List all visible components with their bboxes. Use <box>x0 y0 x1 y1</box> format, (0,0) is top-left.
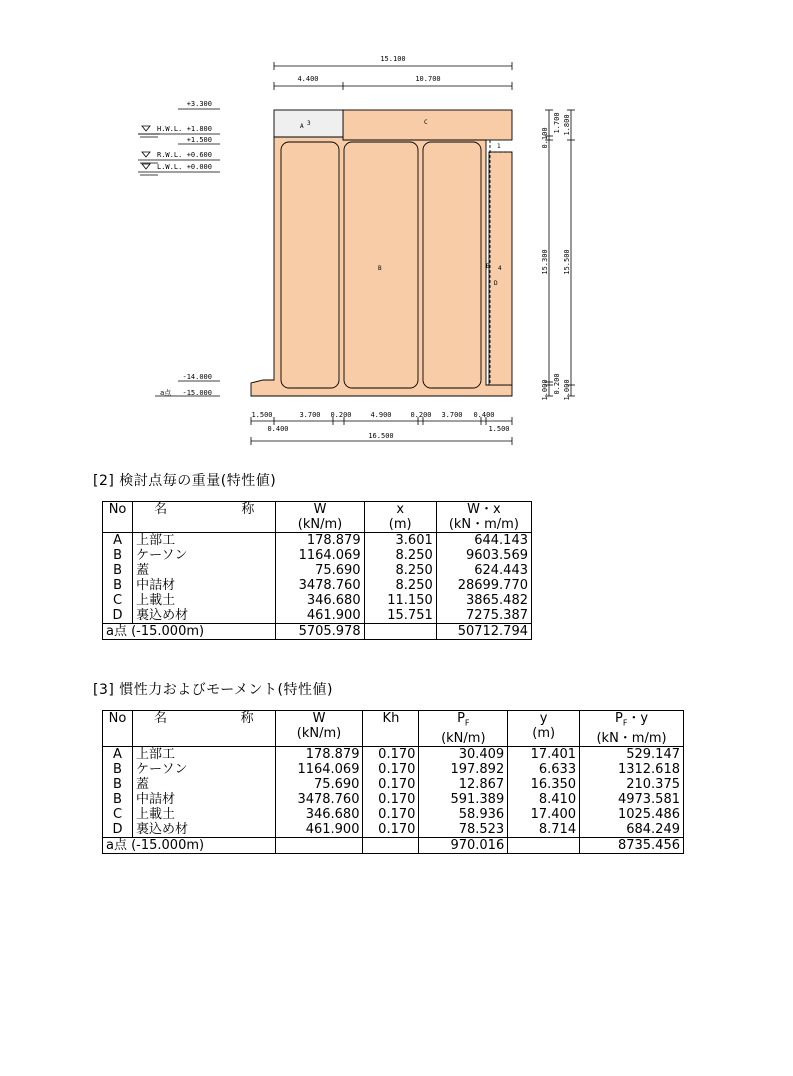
table-row: D 裏込め材 461.900 15.751 7275.387 <box>103 608 532 624</box>
section3-title: [3] 慣性力およびモーメント(特性値) <box>93 682 333 698</box>
dim-bottom-total: 16.500 <box>368 432 394 440</box>
col-name: 名 称 <box>133 502 276 533</box>
level-plus-3300: +3.300 <box>186 100 212 108</box>
cell-3 <box>423 142 481 388</box>
table-row: B 蓋 75.690 8.250 624.443 <box>103 563 532 578</box>
table-row: C 上載土 346.680 0.170 58.936 17.400 1025.486 <box>103 807 684 822</box>
col-w: W (kN/m) <box>276 502 364 533</box>
inertia-table <box>102 710 684 854</box>
table-row: B ケーソン 1164.069 0.170 197.892 6.633 1312.618 <box>103 762 684 777</box>
col-x: x (m) <box>364 502 436 533</box>
dim-bottom-3700a: 3.700 <box>299 411 321 419</box>
dim-bottom-left-0400: 0.400 <box>267 425 289 433</box>
table-total-row: a点 (-15.000m) 970.016 8735.456 <box>103 837 684 853</box>
level-lwl-label: L.W.L. <box>157 163 183 171</box>
table-row: A 上部工 178.879 0.170 30.409 17.401 529.147 <box>103 746 684 762</box>
table-row: B 中詰材 3478.760 0.170 591.389 8.410 4973.581 <box>103 792 684 807</box>
zone-label-c: C <box>424 119 428 126</box>
level-minus-14000: -14.000 <box>182 373 212 381</box>
weight-table <box>102 501 532 640</box>
level-hwl-value: +1.800 <box>186 125 212 133</box>
table-row: B 蓋 75.690 0.170 12.867 16.350 210.375 <box>103 777 684 792</box>
caisson-cross-section-drawing <box>0 0 793 450</box>
dim-bottom-0200b: 0.200 <box>410 411 432 419</box>
dim-bottom-3700b: 3.700 <box>441 411 463 419</box>
table-row: B 中詰材 3478.760 8.250 28699.770 <box>103 578 532 593</box>
zone-label-3: 3 <box>307 120 311 127</box>
zone-label-d: D <box>494 280 498 287</box>
col-no: No <box>103 502 133 533</box>
col-name: 名 称 <box>132 711 275 747</box>
dim-top-total: 15.100 <box>380 55 406 63</box>
level-plus-1500: +1.500 <box>186 136 212 144</box>
cell-1 <box>281 142 339 388</box>
level-lwl-value: +0.000 <box>186 163 212 171</box>
col-no: No <box>103 711 133 747</box>
section2-title: [2] 検討点毎の重量(特性値) <box>93 473 277 489</box>
level-hwl-label: H.W.L. <box>157 125 183 133</box>
level-point-a-value: -15.000 <box>182 389 212 397</box>
dim-bottom-4900: 4.900 <box>370 411 392 419</box>
table-row: B ケーソン 1164.069 8.250 9603.569 <box>103 548 532 563</box>
col-y: y (m) <box>508 711 580 747</box>
col-kh: Kh <box>363 711 419 747</box>
col-pfy: $P_F$・y (kN・m/m) <box>580 711 684 747</box>
dim-bottom-right-1500: 1.500 <box>488 425 510 433</box>
inertia-table-header <box>103 711 684 747</box>
table-row: D 裏込め材 461.900 0.170 78.523 8.714 684.249 <box>103 822 684 838</box>
dim-top-left: 4.400 <box>297 75 319 83</box>
zone-label-1: 1 <box>497 143 501 150</box>
level-rwl-value: +0.600 <box>186 151 212 159</box>
dim-bottom-0200a: 0.200 <box>330 411 352 419</box>
zone-label-4: 4 <box>498 265 502 272</box>
dim-right-outer-15500: 15.500 <box>563 249 571 275</box>
bottom-dimensions <box>251 417 512 445</box>
caisson-structure <box>251 110 512 396</box>
dim-right-inner-1700: 1.700 <box>553 112 561 134</box>
dim-right-inner-0200: 0.200 <box>553 373 561 395</box>
dim-bottom-0400: 0.400 <box>473 411 495 419</box>
col-w: W (kN/m) <box>275 711 363 747</box>
level-point-a-label: a点 <box>160 389 172 397</box>
zone-label-a: A <box>300 123 304 130</box>
zone-label-b-small: B <box>486 263 490 270</box>
dim-top-right: 10.700 <box>415 75 441 83</box>
level-rwl-label: R.W.L. <box>157 151 183 159</box>
table-row: C 上載土 346.680 11.150 3865.482 <box>103 593 532 608</box>
dim-right-inner-1000: 1.000 <box>541 379 549 401</box>
dim-right-inner-0100: 0.100 <box>541 127 549 149</box>
zone-label-b: B <box>378 265 382 272</box>
dim-bottom-1500: 1.500 <box>251 411 273 419</box>
dim-right-outer-1800: 1.800 <box>563 114 571 136</box>
col-pf: $P_F$ (kN/m) <box>419 711 508 747</box>
dim-right-inner-15300: 15.300 <box>541 249 549 275</box>
table-total-row: a点 (-15.000m) 5705.978 50712.794 <box>103 624 532 640</box>
dim-right-outer-1000: 1.000 <box>563 379 571 401</box>
weight-table-header <box>103 502 532 533</box>
col-wx: W・x (kN・m/m) <box>436 502 531 533</box>
table-row: A 上部工 178.879 3.601 644.143 <box>103 533 532 549</box>
